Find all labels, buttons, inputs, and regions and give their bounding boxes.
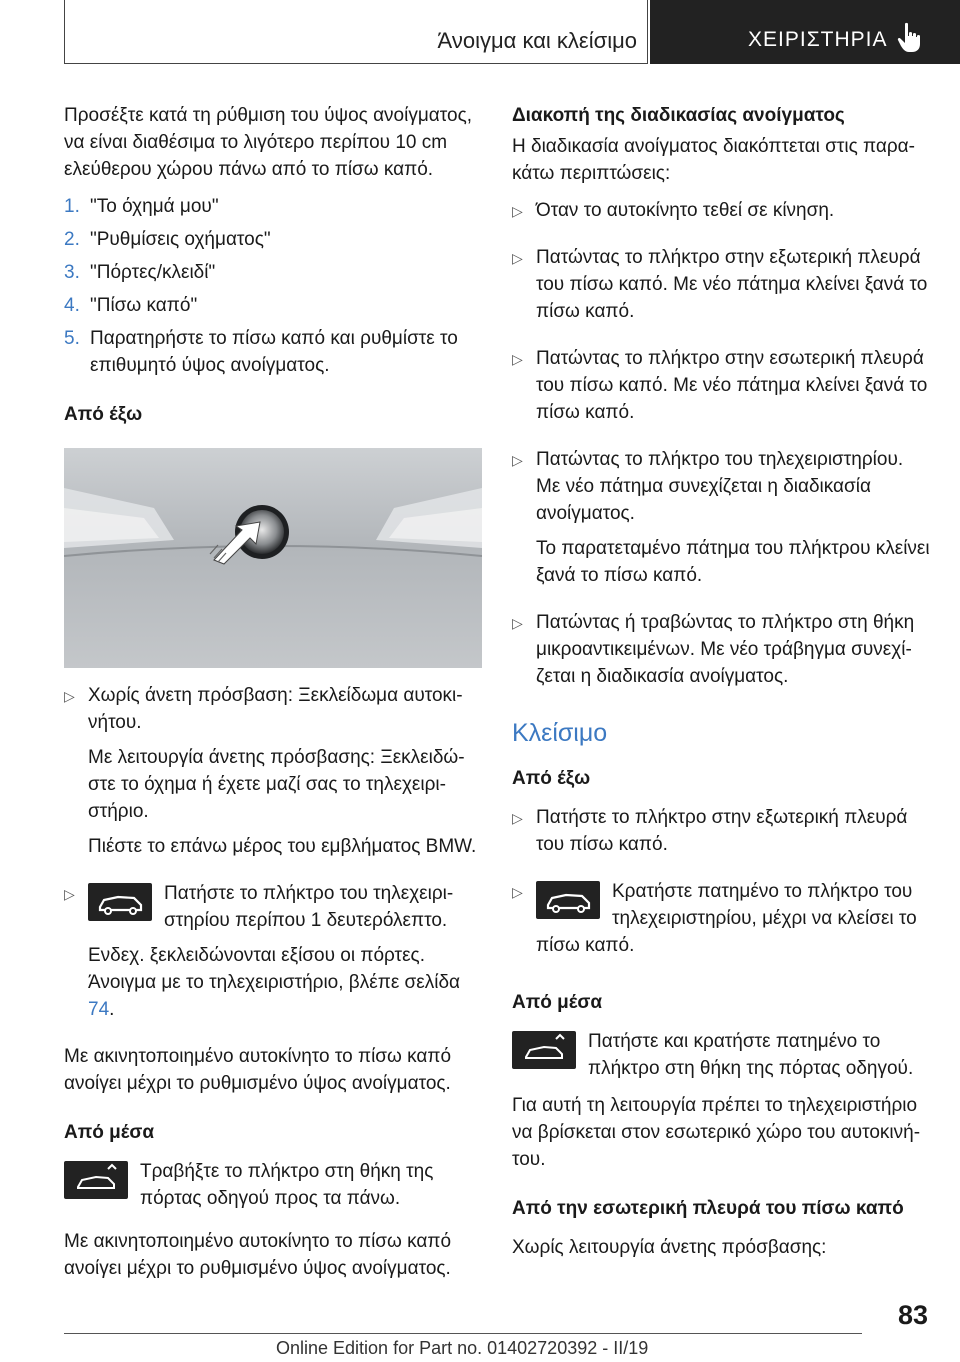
right-column: Διακοπή της διαδικασίας ανοίγματος Η διαδικασία ανοίγματος διακόπτεται στις παρακάτω περιπτώσεις: ▷ Όταν το αυτοκίνητο τεθεί σε κίνηση. ▷ Πατώντας το πλήκτρο στην εξωτερική πλευρά του πίσω καπό. Με νέο πάτημα κλείνει ξανά το πίσω καπό. ▷ Πατώντας το πλήκτρο στην εσωτερική πλευρά του πίσω καπό. Με νέο πάτημα κλείνει ξανά το πίσω καπό. ▷ Πατώντας το πλήκτρο του τηλεχειριστηρίου. Με νέο πάτημα συνεχίζεται η διαδικασία ανοίγματος. Το παρατεταμένο πάτημα του πλήκτρου κλείνει ξανά το πίσω καπό. ▷ Πατώντας ή τραβώντας το πλήκτρο στη θήκη μικροαντικειμένων. Με νέο τράβηγμα συνεχίζεται η διαδικασία ανοίγματος. Κλείσιμο Από έξω ▷ Πατήστε το πλήκτρο στην εξωτερική πλευρά του πίσω καπό. ▷ Κρατήστε πατημένο το πλήκτρο του τηλεχειριστηρίου, μέχρι να κλείσει το πίσω καπό. Από μέσα Πατήστε και κρατήστε πατημένο το πλήκτρο στη θήκη της πόρτας οδηγού. Για αυτή τη λειτουργία πρέπει το τηλεχειριστήριο να βρίσκεται στον εσωτερικό χώρο του αυτοκινήτου. Από την εσωτερική πλευρά του πίσω καπό Χωρίς λειτουργία άνετης πρόσβασης: <box>512 102 930 1271</box>
list-item: 4. "Πίσω καπό" <box>64 295 198 316</box>
page-link[interactable]: 74 <box>88 999 110 1020</box>
list-item: 5. Παρατηρήστε το πίσω καπό και ρυθμίστε το επιθυμητό ύψος ανοίγματος. <box>64 328 458 376</box>
last-text: Χωρίς λειτουργία άνετης πρόσβασης: <box>512 1237 827 1258</box>
door-switch-icon <box>512 1031 576 1069</box>
close-outside-list <box>512 804 930 967</box>
inside-note: Για αυτή τη λειτουργία πρέπει το τηλεχειριστήριο να βρίσκεται στον εσωτερικό χώρο του αυτοκινήτου. <box>512 1095 921 1170</box>
triangle-bullet-icon: ▷ <box>512 615 523 631</box>
list-item: ▷ Πατήστε το πλήκτρο στην εξωτερική πλευρά του πίσω καπό. <box>512 804 930 866</box>
triangle-bullet-icon: ▷ <box>512 250 523 266</box>
triangle-bullet-icon: ▷ <box>512 351 523 367</box>
list-item: 1. "Το όχημά μου" <box>64 196 219 217</box>
heading-from-inside: Από μέσα <box>64 1122 155 1143</box>
interrupt-list <box>512 197 930 698</box>
header-frame <box>64 0 648 64</box>
open-outside-list <box>64 682 482 1031</box>
list-item: 3. "Πόρτες/κλειδί" <box>64 262 216 283</box>
heading-from-outside: Από έξω <box>64 404 143 425</box>
interrupt-intro: Η διαδικασία ανοίγματος διακόπτεται στις παρακάτω περιπτώσεις: <box>512 136 915 184</box>
triangle-bullet-icon: ▷ <box>512 452 523 468</box>
page-number: 83 <box>897 1300 928 1330</box>
settings-steps <box>64 193 482 379</box>
section-tab[interactable] <box>650 0 960 64</box>
tailgate-photo <box>64 448 482 668</box>
triangle-bullet-icon: ▷ <box>64 688 75 704</box>
heading-from-inner-side: Από την εσωτερική πλευρά του πίσω καπό <box>512 1198 904 1219</box>
list-item: ▷ Πατώντας ή τραβώντας το πλήκτρο στη θήκη μικροαντικειμένων. Με νέο τράβηγμα συνεχίζεται η διαδικασία ανοίγματος. <box>512 609 930 698</box>
door-switch-icon <box>64 1161 128 1199</box>
list-item: ▷ Χωρίς άνετη πρόσβαση: Ξεκλείδωμα αυτοκινήτου. Με λειτουργία άνετης πρόσβασης: Ξεκλειδώστε το όχημα ή έχετε μαζί σας το τηλεχειριστήριο. Πιέστε το επάνω μέρος του εμβλήματος BMW. <box>64 682 482 868</box>
triangle-bullet-icon: ▷ <box>512 810 523 826</box>
list-item: ▷ Πατώντας το πλήκτρο στην εσωτερική πλευρά του πίσω καπό. Με νέο πάτημα κλείνει ξανά το πίσω καπό. <box>512 345 930 434</box>
chapter-title: Άνοιγμα και κλείσιμο <box>437 28 637 53</box>
edition-text: Online Edition for Part no. 01402720392 - II/19 <box>276 1338 649 1358</box>
triangle-bullet-icon: ▷ <box>512 203 523 219</box>
triangle-bullet-icon: ▷ <box>64 886 75 902</box>
list-item: ▷ Όταν το αυτοκίνητο τεθεί σε κίνηση. <box>512 197 930 232</box>
hand-pointer-icon <box>896 22 924 54</box>
text-end: Με ακινητοποιημένο αυτοκίνητο το πίσω καπό ανοίγει μέχρι το ρυθμισμένο ύψος ανοίγματος. <box>64 1231 452 1279</box>
section-tab-label: ΧΕΙΡΙΣΤΗΡΙΑ <box>748 28 888 51</box>
list-item: 2. "Ρυθμίσεις οχήματος" <box>64 229 271 250</box>
heading-closing: Κλείσιμο <box>512 719 608 747</box>
triangle-bullet-icon: ▷ <box>512 884 523 900</box>
footer-divider <box>64 1333 862 1334</box>
car-remote-icon <box>536 881 600 919</box>
heading-from-inside: Από μέσα <box>512 992 603 1013</box>
list-item: ▷ Πατήστε το πλήκτρο του τηλεχειριστηρίου περίπου 1 δευτερόλεπτο. Ενδεχ. ξεκλειδώνονται εξίσου οι πόρτες. Άνοιγμα με το τηλεχειριστήριο, βλέπε σελίδα 74. <box>64 880 482 1031</box>
left-column: Προσέξτε κατά τη ρύθμιση του ύψος ανοίγματος, να είναι διαθέσιμα το λιγότερο περίπου 10 cm ελεύθερου χώρου πάνω από το πίσω καπό. 1. "Το όχημά μου" 2. "Ρυθμίσεις οχήματος" 3. "Πόρτες/κλειδί" 4. "Πίσω καπό" 5. Παρατηρήστε το πίσω καπό και ρυθμίστε το επιθυμητό ύψος ανοίγματος. Από έξω ▷ Χωρίς άνετη πρόσβαση: Ξεκλείδωμα αυτοκινήτου. Με λειτουργία άνετης πρόσβασης: Ξεκλειδώστε το όχημα ή έχετε μαζί σας το τηλεχειριστήριο. Πιέστε το επάνω μέρος του εμβλήματος BMW. ▷ Πατήστε το πλήκτρο του τηλεχειριστηρίου περίπου 1 δευτερόλεπτο. Ενδεχ. ξεκλειδώνονται εξίσου οι πόρτες. Άνοιγμα με το τηλεχειριστήριο, βλέπε σελίδα 74. Με ακινητοποιημένο αυτοκίνητο το πίσω καπό ανοίγει μέχρι το ρυθμισμένο ύψος ανοίγματος. Από μέσα Τραβήξτε το πλήκτρο στη θήκη της πόρτας οδηγού προς τα πάνω. Με ακινητοποιημένο αυτοκίνητο το πίσω καπό ανοίγει μέχρι το ρυθμισμένο ύψος ανοίγματος. <box>64 102 482 1292</box>
heading-interrupt: Διακοπή της διαδικασίας ανοίγματος <box>512 105 845 126</box>
heading-from-outside: Από έξω <box>512 768 591 789</box>
intro-text: Προσέξτε κατά τη ρύθμιση του ύψος ανοίγματος, να είναι διαθέσιμα το λιγότερο περίπου 10 cm ελεύθερου χώρου πάνω από το πίσω καπό. <box>64 105 473 180</box>
car-remote-icon <box>88 883 152 921</box>
list-item: ▷ Πατώντας το πλήκτρο του τηλεχειριστηρίου. Με νέο πάτημα συνεχίζεται η διαδικασία ανοίγματος. Το παρατεταμένο πάτημα του πλήκτρου κλείνει ξανά το πίσω καπό. <box>512 446 930 597</box>
list-item: ▷ Κρατήστε πατημένο το πλήκτρο του τηλεχειριστηρίου, μέχρι να κλείσει το πίσω καπό. <box>512 878 930 967</box>
text-after-list: Με ακινητοποιημένο αυτοκίνητο το πίσω καπό ανοίγει μέχρι το ρυθμισμένο ύψος ανοίγματος. <box>64 1046 452 1094</box>
list-item: ▷ Πατώντας το πλήκτρο στην εξωτερική πλευρά του πίσω καπό. Με νέο πάτημα κλείνει ξανά το πίσω καπό. <box>512 244 930 333</box>
